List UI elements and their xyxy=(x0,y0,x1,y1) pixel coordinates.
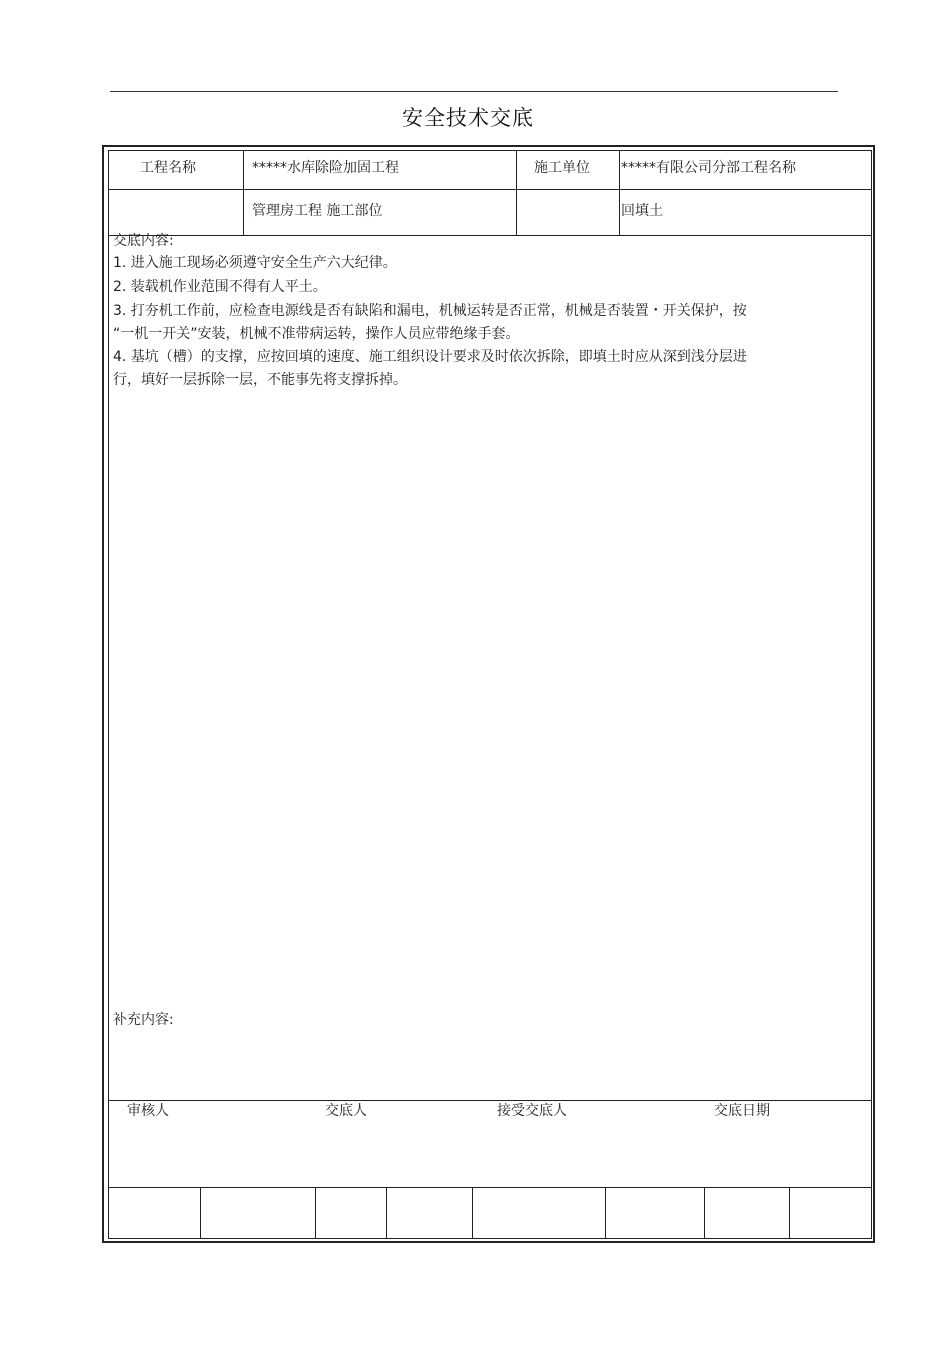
page-title: 安全技术交底 xyxy=(402,106,534,130)
supplement-label: 补充内容: xyxy=(113,1012,174,1028)
header-row-divider xyxy=(108,189,872,190)
signature-grid-top xyxy=(108,1187,872,1188)
reviewer-label: 审核人 xyxy=(127,1103,169,1119)
receiver-label: 接受交底人 xyxy=(497,1103,567,1119)
signature-grid-divider xyxy=(472,1187,473,1239)
signature-grid-divider xyxy=(789,1187,790,1239)
project-name-label: 工程名称 xyxy=(140,160,196,176)
signature-grid-divider xyxy=(386,1187,387,1239)
construction-unit-label: 施工单位 xyxy=(534,160,590,176)
signature-grid-divider xyxy=(315,1187,316,1239)
content-item-2: 2. 装载机作业范围不得有人平土。 xyxy=(113,279,327,295)
header-col-divider-1 xyxy=(243,150,244,235)
content-item-3: 3. 打夯机工作前，应检查电源线是否有缺陷和漏电，机械运转是否正常，机械是否装置・开关保护，按 xyxy=(113,303,747,319)
content-item-4-continued: 行，填好一层拆除一层，不能事先将支撑拆掉。 xyxy=(113,372,407,388)
header-col-divider-3 xyxy=(619,150,620,235)
signature-grid-divider xyxy=(704,1187,705,1239)
content-item-4: 4. 基坑（槽）的支撑，应按回填的速度、施工组织设计要求及时依次拆除，即填土时应从深到浅分层进 xyxy=(113,349,747,365)
signature-grid-divider xyxy=(200,1187,201,1239)
discloser-label: 交底人 xyxy=(325,1103,367,1119)
content-item-3-continued: “一机一开关”安装，机械不准带病运转，操作人员应带绝缘手套。 xyxy=(113,326,520,342)
project-name-value: *****水库除险加固工程 xyxy=(252,160,399,176)
subproject-and-location: 管理房工程 施工部位 xyxy=(252,203,383,219)
content-label: 交底内容: xyxy=(113,233,174,249)
construction-location-value: 回填土 xyxy=(621,203,663,219)
header-col-divider-2 xyxy=(516,150,517,235)
construction-unit-value: *****有限公司分部工程名称 xyxy=(621,160,796,176)
header-rule xyxy=(110,91,838,92)
date-label: 交底日期 xyxy=(714,1103,770,1119)
signature-grid-divider xyxy=(605,1187,606,1239)
header-bottom-border xyxy=(108,235,872,236)
content-item-1: 1. 进入施工现场必须遵守安全生产六大纪律。 xyxy=(113,255,397,271)
